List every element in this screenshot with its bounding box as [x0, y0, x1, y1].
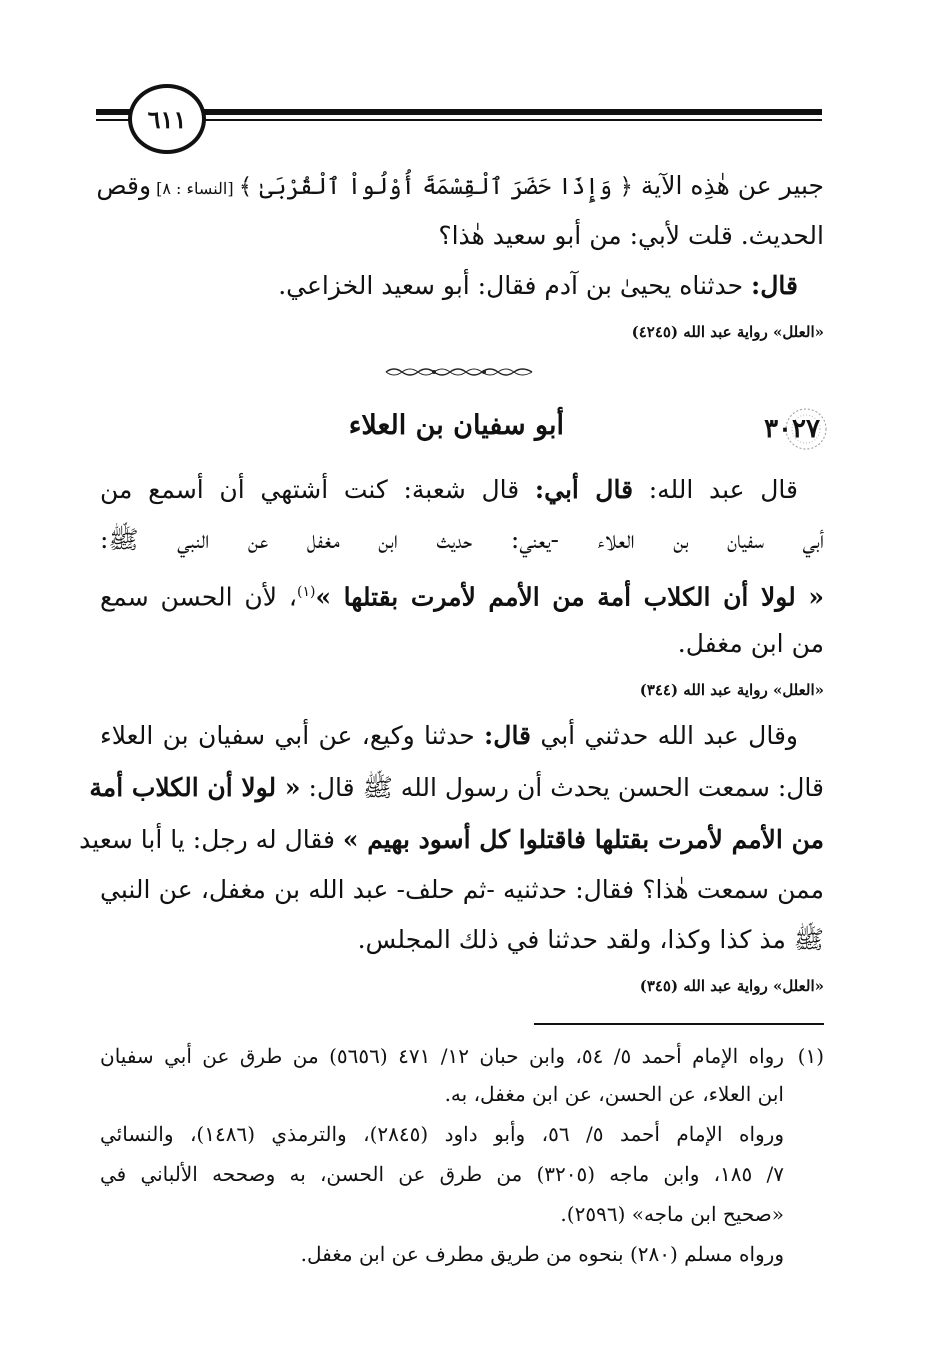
- footnote-line: «صحيح ابن ماجه» (٢٥٩٦).: [560, 1202, 784, 1226]
- speaker-label: قال أبي:: [534, 475, 634, 504]
- entry-title: أبو سفيان بن العلاء: [348, 410, 564, 441]
- footnote-line: ورواه الإمام أحمد ٥/ ٥٦، وأبو داود (٢٨٤٥)، والترمذي (١٤٨٦)، والنسائي: [100, 1122, 784, 1146]
- text-run: قال عبد الله:: [633, 475, 798, 504]
- page-number-badge: [128, 84, 206, 154]
- footnote-line: ٧/ ١٨٥، وابن ماجه (٣٢٠٥) من طرق عن الحسن، به وصححه الألباني في: [100, 1162, 784, 1186]
- ornament-divider: [384, 366, 534, 378]
- speaker-label: قال:: [484, 721, 532, 750]
- footnote-rule: [534, 1023, 824, 1025]
- para2-line-1: [100, 716, 798, 756]
- passage-line-1: [96, 166, 824, 209]
- passage-line-3: [100, 266, 798, 306]
- para2-line-4: ممن سمعت هٰذا؟ فقال: حدثنيه -ثم حلف- عبد الله بن مغفل، عن النبي: [100, 875, 824, 904]
- source-reference: «العلل» رواية عبد الله (٣٤٥): [639, 977, 824, 995]
- source-reference: «العلل» رواية عبد الله (٤٢٤٥): [631, 323, 824, 341]
- quran-verse: ﴿ وَإِذَا حَضَرَ ٱلْقِسْمَةَ أُوْلُواْ ٱلْقُرْبَىٰ ﴾: [238, 174, 633, 200]
- para2-line-3: [79, 820, 824, 860]
- source-reference: «العلل» رواية عبد الله (٣٤٤): [639, 681, 824, 699]
- para1-line-1: [100, 470, 798, 510]
- para1-line-3: [100, 572, 824, 617]
- para1-line-4: من ابن مغفل.: [677, 629, 824, 658]
- hadith-quote: « لولا أن الكلاب أمة من الأمم لأمرت بقتلها »: [315, 582, 824, 612]
- text-run: قال: سمعت الحسن يحدث أن رسول الله ﷺ قال:: [300, 773, 824, 802]
- footnote-marker[interactable]: (١): [296, 584, 316, 600]
- footnote-number: (١): [797, 1044, 824, 1068]
- footnote-line: ورواه مسلم (٢٨٠) بنحوه من طريق مطرف عن ابن مغفل.: [300, 1242, 784, 1266]
- footnote-line: رواه الإمام أحمد ٥/ ٥٤، وابن حبان ١٢/ ٤٧١ (٥٦٥٦) من طرق عن أبي سفيان: [100, 1044, 784, 1068]
- hadith-quote: من الأمم لأمرت بقتلها فاقتلوا كل أسود بهيم »: [342, 825, 824, 854]
- entry-number-badge: [756, 402, 828, 456]
- text-run: ، لأن الحسن سمع: [100, 582, 297, 612]
- passage-line-2: الحديث. قلت لأبي: من أبو سعيد هٰذا؟: [438, 221, 824, 250]
- para1-line-2: أبي سفيان بن العلاء -يعني: حديث ابن مغفل عن النبي ﷺ:: [100, 525, 824, 554]
- text-run: حدثناه يحيىٰ بن آدم فقال: أبو سعيد الخزاعي.: [278, 271, 752, 300]
- text-run: حدثنا وكيع، عن أبي سفيان بن العلاء: [100, 721, 485, 750]
- verse-reference: [النساء : ٨]: [151, 179, 239, 198]
- text-run: وقص: [96, 171, 152, 200]
- page-number: ٦١١: [147, 104, 187, 134]
- text-run: جبير عن هٰذِه الآية: [632, 171, 824, 200]
- speaker-label: قال:: [751, 271, 798, 300]
- para2-line-5: ﷺ مذ كذا وكذا، ولقد حدثنا في ذلك المجلس.: [357, 925, 824, 954]
- text-run: فقال له رجل: يا أبا سعيد: [79, 825, 343, 854]
- text-run: وقال عبد الله حدثني أبي: [531, 721, 798, 750]
- hadith-quote: « لولا أن الكلاب أمة: [89, 773, 301, 802]
- footnote-line: ابن العلاء، عن الحسن، عن ابن مغفل، به.: [444, 1082, 784, 1106]
- entry-number: ٣٠٢٧: [764, 414, 820, 444]
- text-run: قال شعبة: كنت أشتهي أن أسمع من: [100, 475, 535, 504]
- para2-line-2: [89, 768, 824, 808]
